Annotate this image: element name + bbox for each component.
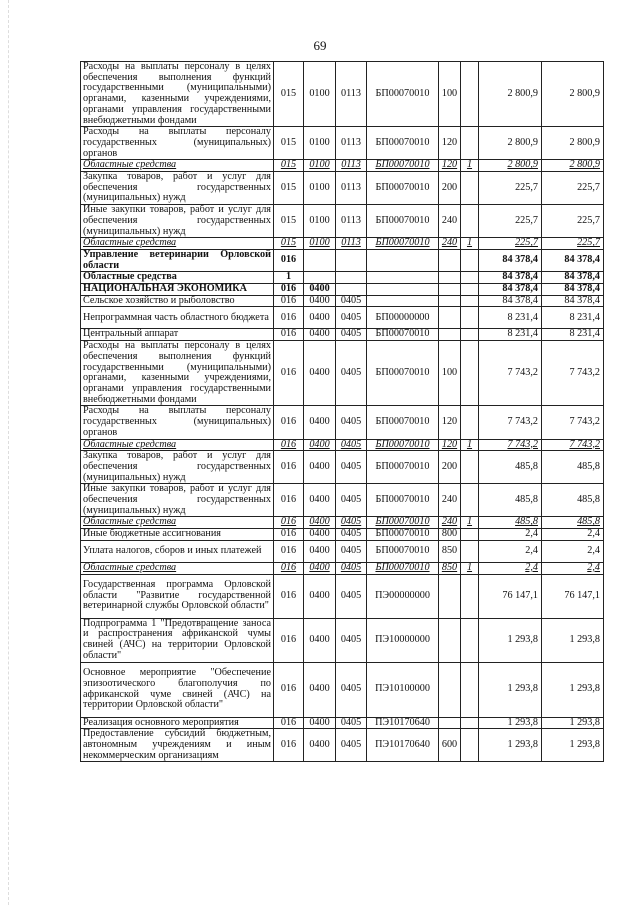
cell-name: Расходы на выплаты персоналу государственных (муниципальных) органов	[81, 127, 274, 160]
cell-vr	[439, 662, 461, 717]
cell-ved: 016	[274, 307, 304, 329]
cell-vr	[439, 272, 461, 284]
cell-prz: 0405	[336, 406, 367, 439]
cell-src: 1	[461, 439, 479, 451]
cell-src: 1	[461, 160, 479, 172]
cell-sum2: 2,4	[542, 562, 604, 574]
cell-prz: 0405	[336, 307, 367, 329]
cell-csr: БП00070010	[367, 341, 439, 406]
cell-sum2: 2,4	[542, 529, 604, 541]
cell-sum1: 485,8	[479, 484, 542, 517]
cell-csr: ПЭ10000000	[367, 618, 439, 662]
cell-rz: 0400	[304, 662, 336, 717]
budget-table	[80, 61, 604, 762]
cell-vr: 240	[439, 205, 461, 238]
cell-src	[461, 172, 479, 205]
cell-prz: 0405	[336, 717, 367, 729]
cell-rz: 0400	[304, 295, 336, 307]
cell-vr	[439, 307, 461, 329]
cell-csr: БП00070010	[367, 562, 439, 574]
cell-ved: 1	[274, 272, 304, 284]
cell-sum2: 1 293,8	[542, 717, 604, 729]
cell-ved: 016	[274, 329, 304, 341]
cell-src	[461, 272, 479, 284]
cell-prz: 0405	[336, 484, 367, 517]
cell-src	[461, 618, 479, 662]
cell-prz: 0113	[336, 205, 367, 238]
cell-sum2: 8 231,4	[542, 307, 604, 329]
table-row	[81, 662, 604, 717]
table-row	[81, 160, 604, 172]
cell-sum2: 2 800,9	[542, 127, 604, 160]
cell-vr: 200	[439, 172, 461, 205]
cell-name: Непрограммная часть областного бюджета	[81, 307, 274, 329]
cell-src	[461, 307, 479, 329]
table-row	[81, 172, 604, 205]
cell-name: Центральный аппарат	[81, 329, 274, 341]
cell-vr	[439, 717, 461, 729]
table-row	[81, 62, 604, 127]
cell-sum2: 485,8	[542, 451, 604, 484]
table-row	[81, 484, 604, 517]
cell-vr: 850	[439, 540, 461, 562]
cell-csr	[367, 272, 439, 284]
cell-src	[461, 451, 479, 484]
cell-vr: 120	[439, 160, 461, 172]
cell-rz: 0400	[304, 451, 336, 484]
table-row	[81, 284, 604, 296]
cell-name: Областные средства	[81, 517, 274, 529]
cell-sum2: 225,7	[542, 172, 604, 205]
cell-src	[461, 329, 479, 341]
cell-vr	[439, 249, 461, 271]
cell-rz: 0100	[304, 62, 336, 127]
cell-sum2: 1 293,8	[542, 662, 604, 717]
cell-sum2: 2 800,9	[542, 160, 604, 172]
cell-csr: БП00070010	[367, 329, 439, 341]
cell-vr	[439, 618, 461, 662]
cell-prz	[336, 284, 367, 296]
cell-name: Закупка товаров, работ и услуг для обеспечения государственных (муниципальных) нужд	[81, 451, 274, 484]
cell-name: Расходы на выплаты персоналу в целях обеспечения выполнения функций государственными (муниципальными) органами, казенными учреждениями, органами управления государственными внебюджетными фондами	[81, 341, 274, 406]
cell-vr: 850	[439, 562, 461, 574]
cell-src	[461, 484, 479, 517]
table-row	[81, 295, 604, 307]
cell-sum1: 2,4	[479, 562, 542, 574]
table-row	[81, 341, 604, 406]
cell-rz: 0400	[304, 439, 336, 451]
cell-src	[461, 205, 479, 238]
cell-sum1: 2 800,9	[479, 160, 542, 172]
cell-prz: 0405	[336, 529, 367, 541]
cell-src	[461, 540, 479, 562]
cell-ved: 016	[274, 484, 304, 517]
table-row	[81, 562, 604, 574]
cell-sum2: 7 743,2	[542, 341, 604, 406]
cell-vr: 800	[439, 529, 461, 541]
cell-sum2: 84 378,4	[542, 284, 604, 296]
cell-csr: ПЭ10100000	[367, 662, 439, 717]
cell-sum2: 8 231,4	[542, 329, 604, 341]
cell-src	[461, 406, 479, 439]
cell-prz: 0405	[336, 329, 367, 341]
cell-ved: 015	[274, 172, 304, 205]
cell-ved: 016	[274, 662, 304, 717]
cell-name: Основное мероприятие "Обеспечение эпизоотического благополучия по африканской чуме свиней (АЧС) на территории Орловской области"	[81, 662, 274, 717]
cell-prz: 0113	[336, 62, 367, 127]
cell-name: Управление ветеринарии Орловской области	[81, 249, 274, 271]
cell-rz: 0100	[304, 172, 336, 205]
cell-sum2: 7 743,2	[542, 439, 604, 451]
table-row	[81, 307, 604, 329]
cell-ved: 016	[274, 517, 304, 529]
cell-csr	[367, 284, 439, 296]
cell-name: Государственная программа Орловской области "Развитие государственной ветеринарной службы Орловской области"	[81, 574, 274, 618]
table-row	[81, 205, 604, 238]
cell-ved: 016	[274, 439, 304, 451]
cell-sum1: 84 378,4	[479, 295, 542, 307]
table-row	[81, 272, 604, 284]
cell-src	[461, 62, 479, 127]
cell-prz: 0405	[336, 574, 367, 618]
cell-ved: 015	[274, 127, 304, 160]
cell-src	[461, 295, 479, 307]
cell-rz: 0400	[304, 574, 336, 618]
cell-sum1: 1 293,8	[479, 717, 542, 729]
cell-prz: 0405	[336, 451, 367, 484]
scan-margin-line	[8, 0, 10, 905]
cell-csr: ПЭ10170640	[367, 717, 439, 729]
budget-table-body	[81, 62, 604, 762]
cell-ved: 016	[274, 717, 304, 729]
cell-vr: 120	[439, 406, 461, 439]
cell-ved: 016	[274, 574, 304, 618]
cell-sum1: 2 800,9	[479, 127, 542, 160]
cell-prz: 0405	[336, 517, 367, 529]
cell-csr: БП00070010	[367, 62, 439, 127]
cell-vr	[439, 295, 461, 307]
cell-sum2: 7 743,2	[542, 406, 604, 439]
page-number: 69	[313, 38, 327, 53]
table-row	[81, 729, 604, 762]
cell-name: Расходы на выплаты персоналу государственных (муниципальных) органов	[81, 406, 274, 439]
table-row	[81, 540, 604, 562]
cell-csr: БП00070010	[367, 529, 439, 541]
cell-sum2: 1 293,8	[542, 729, 604, 762]
cell-vr: 100	[439, 341, 461, 406]
cell-ved: 015	[274, 160, 304, 172]
cell-vr: 600	[439, 729, 461, 762]
cell-sum2: 485,8	[542, 517, 604, 529]
cell-name: Иные закупки товаров, работ и услуг для обеспечения государственных (муниципальных) нужд	[81, 205, 274, 238]
cell-name: Областные средства	[81, 238, 274, 250]
cell-sum1: 76 147,1	[479, 574, 542, 618]
cell-sum1: 8 231,4	[479, 307, 542, 329]
cell-vr: 120	[439, 127, 461, 160]
cell-src: 1	[461, 238, 479, 250]
cell-rz: 0400	[304, 618, 336, 662]
cell-vr	[439, 329, 461, 341]
cell-sum2: 2 800,9	[542, 62, 604, 127]
cell-ved: 016	[274, 451, 304, 484]
cell-name: Областные средства	[81, 160, 274, 172]
cell-prz: 0113	[336, 238, 367, 250]
cell-sum2: 485,8	[542, 484, 604, 517]
cell-csr: БП00070010	[367, 238, 439, 250]
cell-rz: 0400	[304, 729, 336, 762]
cell-rz: 0400	[304, 529, 336, 541]
cell-sum2: 225,7	[542, 238, 604, 250]
cell-csr	[367, 295, 439, 307]
cell-ved: 016	[274, 618, 304, 662]
cell-name: Расходы на выплаты персоналу в целях обеспечения выполнения функций государственными (муниципальными) органами, казенными учреждениями, органами управления государственными внебюджетными фондами	[81, 62, 274, 127]
cell-src: 1	[461, 562, 479, 574]
cell-csr: БП00070010	[367, 160, 439, 172]
cell-csr: БП00070010	[367, 484, 439, 517]
table-row	[81, 249, 604, 271]
cell-prz: 0405	[336, 341, 367, 406]
cell-prz: 0113	[336, 160, 367, 172]
table-row	[81, 574, 604, 618]
cell-sum1: 7 743,2	[479, 406, 542, 439]
table-row	[81, 127, 604, 160]
table-row	[81, 329, 604, 341]
cell-rz: 0400	[304, 341, 336, 406]
cell-csr: БП00070010	[367, 172, 439, 205]
cell-sum1: 225,7	[479, 172, 542, 205]
cell-ved: 016	[274, 249, 304, 271]
cell-ved: 016	[274, 284, 304, 296]
cell-csr: БП00070010	[367, 517, 439, 529]
cell-sum1: 7 743,2	[479, 341, 542, 406]
cell-src	[461, 529, 479, 541]
cell-prz: 0405	[336, 295, 367, 307]
cell-sum2: 225,7	[542, 205, 604, 238]
cell-sum1: 7 743,2	[479, 439, 542, 451]
cell-rz: 0400	[304, 484, 336, 517]
cell-sum2: 84 378,4	[542, 272, 604, 284]
cell-vr	[439, 574, 461, 618]
cell-sum1: 84 378,4	[479, 272, 542, 284]
cell-name: Реализация основного мероприятия	[81, 717, 274, 729]
cell-rz: 0400	[304, 562, 336, 574]
cell-csr: БП00070010	[367, 406, 439, 439]
cell-name: Областные средства	[81, 439, 274, 451]
cell-rz: 0100	[304, 127, 336, 160]
cell-ved: 015	[274, 238, 304, 250]
cell-vr: 240	[439, 517, 461, 529]
cell-rz: 0400	[304, 329, 336, 341]
cell-rz: 0400	[304, 717, 336, 729]
cell-name: НАЦИОНАЛЬНАЯ ЭКОНОМИКА	[81, 284, 274, 296]
cell-sum1: 1 293,8	[479, 729, 542, 762]
cell-name: Предоставление субсидий бюджетным, автономным учреждениям и иным некоммерческим организациям	[81, 729, 274, 762]
cell-name: Областные средства	[81, 272, 274, 284]
cell-vr: 240	[439, 238, 461, 250]
cell-src	[461, 574, 479, 618]
cell-sum2: 76 147,1	[542, 574, 604, 618]
cell-rz: 0100	[304, 160, 336, 172]
cell-sum1: 8 231,4	[479, 329, 542, 341]
table-row	[81, 529, 604, 541]
cell-prz: 0113	[336, 172, 367, 205]
cell-src	[461, 284, 479, 296]
cell-rz: 0400	[304, 406, 336, 439]
table-row	[81, 717, 604, 729]
cell-ved: 016	[274, 562, 304, 574]
cell-ved: 016	[274, 540, 304, 562]
cell-csr: ПЭ00000000	[367, 574, 439, 618]
cell-vr: 100	[439, 62, 461, 127]
cell-rz: 0400	[304, 517, 336, 529]
cell-ved: 015	[274, 205, 304, 238]
cell-ved: 016	[274, 295, 304, 307]
cell-name: Областные средства	[81, 562, 274, 574]
cell-sum1: 225,7	[479, 205, 542, 238]
cell-sum2: 84 378,4	[542, 249, 604, 271]
cell-name: Иные бюджетные ассигнования	[81, 529, 274, 541]
cell-name: Подпрограмма 1 "Предотвращение заноса и распространения африканской чумы свиней (АЧС) на территории Орловской области"	[81, 618, 274, 662]
cell-rz: 0400	[304, 284, 336, 296]
cell-src: 1	[461, 517, 479, 529]
cell-prz	[336, 249, 367, 271]
cell-prz: 0405	[336, 540, 367, 562]
cell-src	[461, 729, 479, 762]
cell-src	[461, 127, 479, 160]
cell-csr: БП00070010	[367, 439, 439, 451]
cell-prz: 0405	[336, 662, 367, 717]
cell-sum1: 84 378,4	[479, 249, 542, 271]
cell-sum1: 485,8	[479, 451, 542, 484]
cell-sum1: 225,7	[479, 238, 542, 250]
cell-ved: 016	[274, 406, 304, 439]
cell-csr: БП00070010	[367, 127, 439, 160]
cell-src	[461, 662, 479, 717]
cell-ved: 015	[274, 62, 304, 127]
table-row	[81, 439, 604, 451]
cell-rz: 0400	[304, 307, 336, 329]
cell-src	[461, 341, 479, 406]
cell-vr: 120	[439, 439, 461, 451]
cell-rz: 0400	[304, 540, 336, 562]
table-row	[81, 406, 604, 439]
cell-prz: 0405	[336, 562, 367, 574]
cell-vr: 200	[439, 451, 461, 484]
cell-sum2: 84 378,4	[542, 295, 604, 307]
cell-ved: 016	[274, 729, 304, 762]
cell-rz: 0100	[304, 238, 336, 250]
table-row	[81, 451, 604, 484]
cell-prz: 0405	[336, 439, 367, 451]
cell-name: Закупка товаров, работ и услуг для обеспечения государственных (муниципальных) нужд	[81, 172, 274, 205]
cell-sum1: 84 378,4	[479, 284, 542, 296]
table-row	[81, 618, 604, 662]
cell-csr: БП00000000	[367, 307, 439, 329]
cell-prz: 0405	[336, 729, 367, 762]
cell-sum1: 1 293,8	[479, 662, 542, 717]
cell-src	[461, 249, 479, 271]
cell-rz: 0100	[304, 205, 336, 238]
cell-prz: 0405	[336, 618, 367, 662]
cell-csr	[367, 249, 439, 271]
cell-sum2: 2,4	[542, 540, 604, 562]
cell-sum1: 2,4	[479, 540, 542, 562]
cell-name: Иные закупки товаров, работ и услуг для обеспечения государственных (муниципальных) нужд	[81, 484, 274, 517]
cell-sum2: 1 293,8	[542, 618, 604, 662]
cell-sum1: 1 293,8	[479, 618, 542, 662]
cell-csr: ПЭ10170640	[367, 729, 439, 762]
cell-csr: БП00070010	[367, 205, 439, 238]
cell-vr	[439, 284, 461, 296]
cell-prz	[336, 272, 367, 284]
cell-sum1: 2,4	[479, 529, 542, 541]
table-row	[81, 517, 604, 529]
table-row	[81, 238, 604, 250]
cell-name: Уплата налогов, сборов и иных платежей	[81, 540, 274, 562]
cell-prz: 0113	[336, 127, 367, 160]
cell-rz	[304, 249, 336, 271]
cell-sum1: 2 800,9	[479, 62, 542, 127]
cell-rz	[304, 272, 336, 284]
cell-sum1: 485,8	[479, 517, 542, 529]
cell-csr: БП00070010	[367, 451, 439, 484]
cell-vr: 240	[439, 484, 461, 517]
cell-ved: 016	[274, 529, 304, 541]
cell-ved: 016	[274, 341, 304, 406]
cell-csr: БП00070010	[367, 540, 439, 562]
cell-src	[461, 717, 479, 729]
cell-name: Сельское хозяйство и рыболовство	[81, 295, 274, 307]
